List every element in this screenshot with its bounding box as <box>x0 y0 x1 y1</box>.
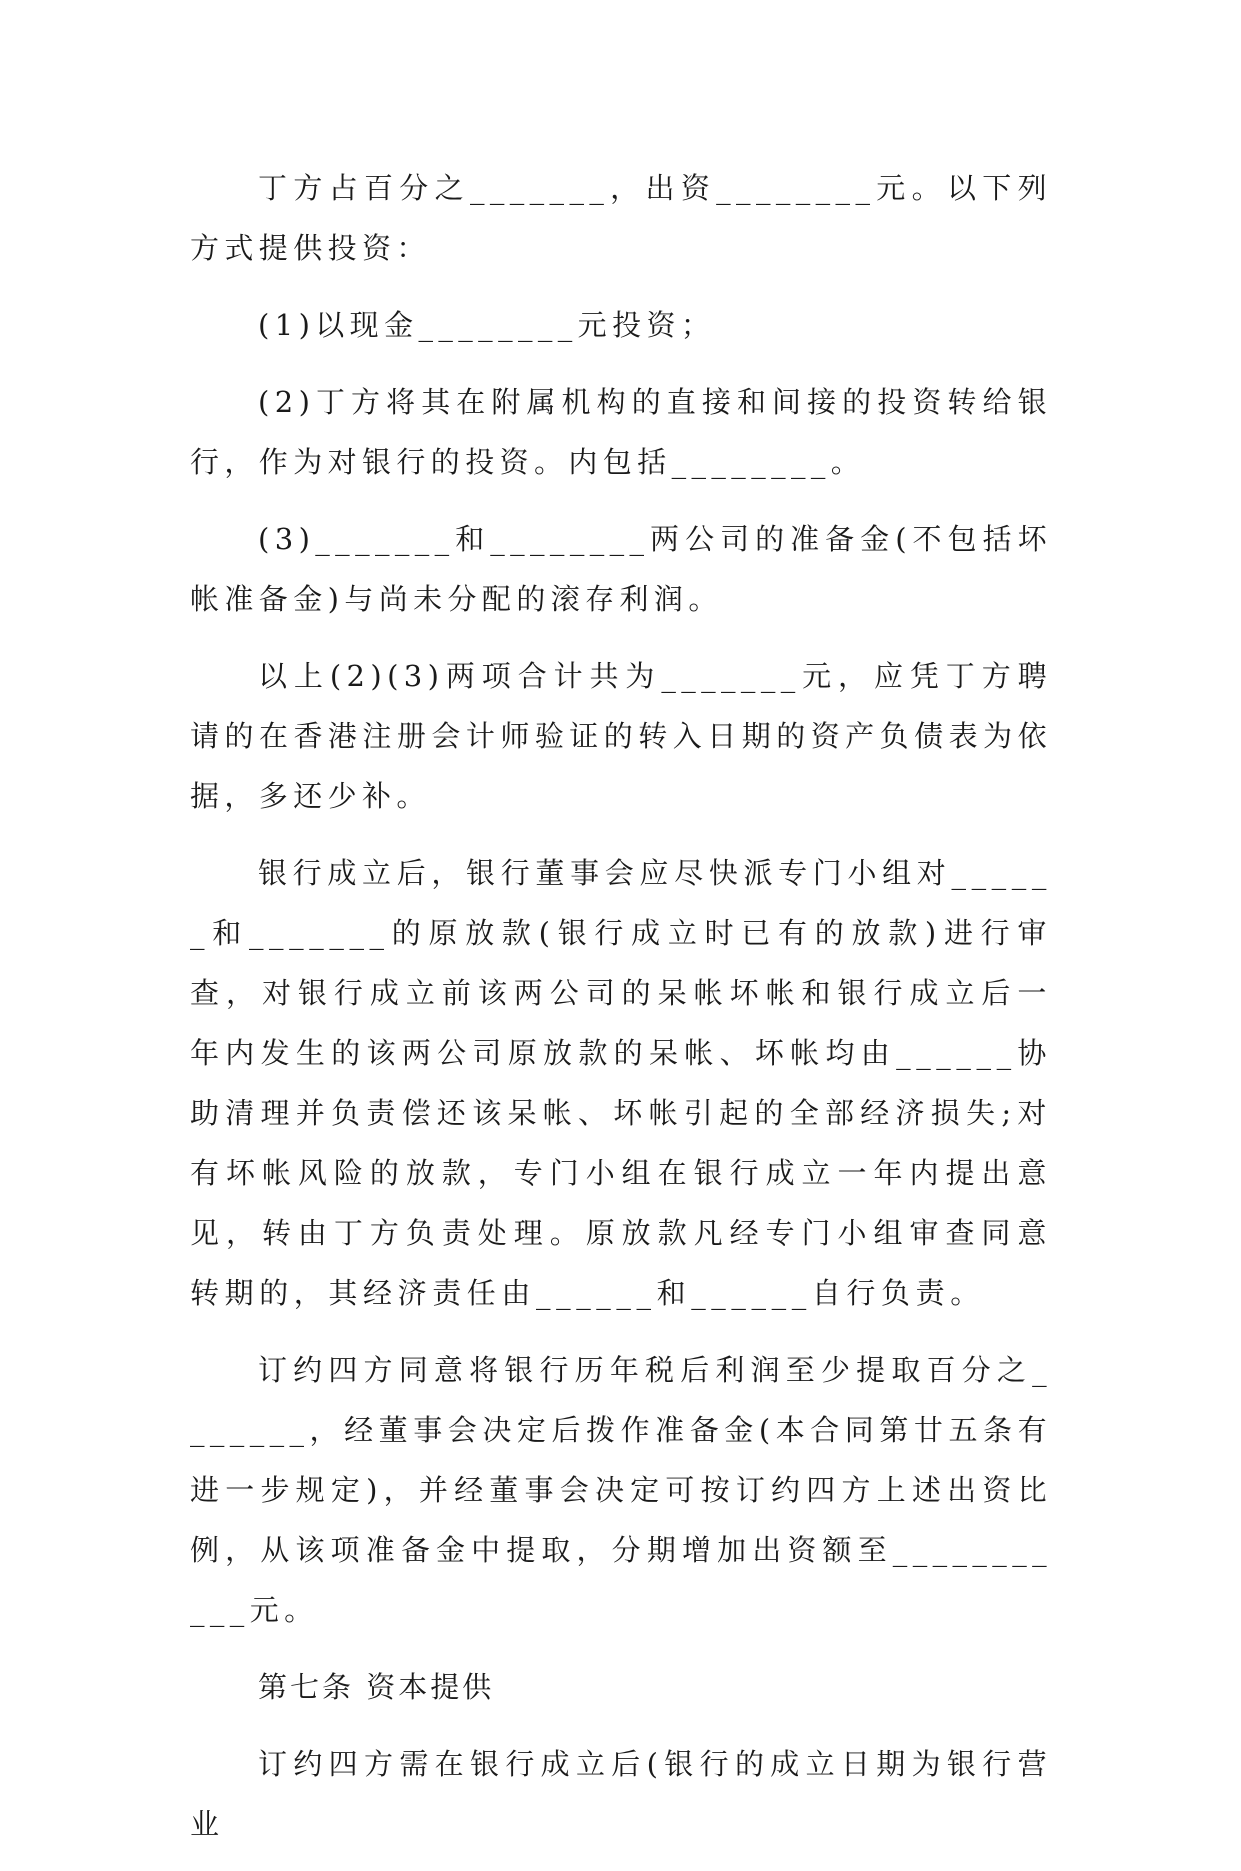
paragraph-profit-reserve: 订约四方同意将银行历年税后利润至少提取百分之_______，经董事会决定后拨作准备金(本合同第廿五条有进一步规定)，并经董事会决定可按订约四方上述出资比例，从该项准备金中提取，分期增加出资额至___________元。 <box>190 1353 1052 1627</box>
paragraph-total-amount: 以上(2)(3)两项合计共为_______元，应凭丁方聘请的在香港注册会计师验证的转入日期的资产负债表为依据，多还少补。 <box>190 659 1052 813</box>
paragraph-cash-investment: (1)以现金________元投资； <box>258 308 716 342</box>
paragraph-loan-review: 银行成立后，银行董事会应尽快派专门小组对______和_______的原放款(银行成立时已有的放款)进行审查，对银行成立前该两公司的呆帐坏帐和银行成立后一年内发生的该两公司原放款的呆帐、坏帐均由______协助清理并负责偿还该呆帐、坏帐引起的全部经济损失;对有坏帐风险的放款，专门小组在银行成立一年内提出意见，转由丁方负责处理。原放款凡经专门小组审查同意转期的，其经济责任由______和______自行负责。 <box>190 856 1052 1310</box>
paragraph-reserve-funds: (3)_______和________两公司的准备金(不包括坏帐准备金)与尚未分配的滚存利润。 <box>190 522 1052 616</box>
paragraph-party-d-share: 丁方占百分之_______，出资________元。以下列方式提供投资： <box>190 171 1052 265</box>
document-page <box>190 158 1052 1871</box>
paragraph-affiliate-transfer: (2)丁方将其在附属机构的直接和间接的投资转给银行，作为对银行的投资。内包括________。 <box>190 385 1052 479</box>
article-heading: 第七条 资本提供 <box>258 1670 495 1704</box>
paragraph-capital-provision: 订约四方需在银行成立后(银行的成立日期为银行营业 <box>190 1747 1052 1841</box>
